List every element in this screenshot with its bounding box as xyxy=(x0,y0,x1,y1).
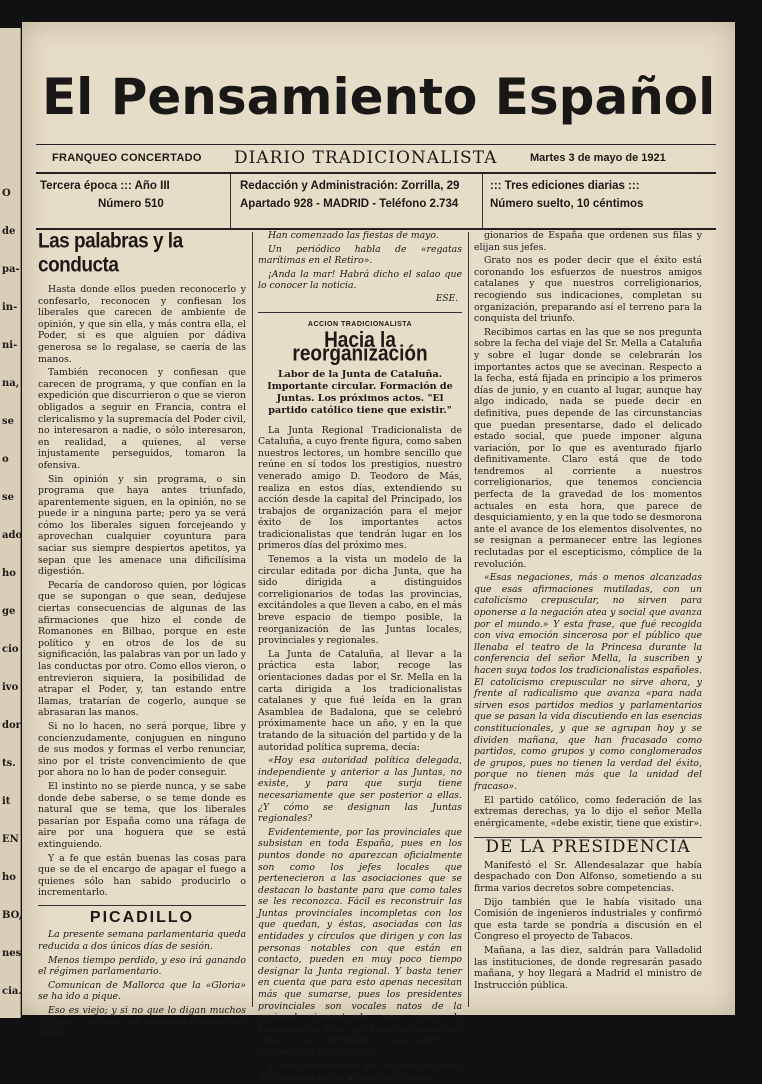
paragraph: También reconocen y confiesan que carecen de programa, y que confían en la expedición que discurrieron o que se vieron obligados a seguir en Francia, contra el clericalismo y la supremacía del Poder civil, no interesaron a nadie, o sólo interesaron, en realidad, a quienes, al verse injustamente perseguidos, tomaron la ofensiva. xyxy=(38,367,246,471)
strip-fragment: na, xyxy=(2,378,20,389)
strip-fragment: nes xyxy=(2,948,22,959)
picadillo-item: La presente semana parlamentaria queda reducida a dos únicos días de sesión. xyxy=(38,929,246,953)
column-3 xyxy=(474,230,702,1015)
paragraph: Dijo también que le había visitado una Comisión de ingenieros industriales y confirmó que esta tarde se pondría a discusión en el Congreso el proyecto de Tabacos. xyxy=(474,896,702,943)
paragraph: Y a fe que están buenas las cosas para que se de el encargo de apagar el fuego a quienes sólo han sabido producirlo o incrementarlo. xyxy=(38,852,246,899)
masthead-title: El Pensamiento Español xyxy=(42,68,716,126)
adjacent-page-strip xyxy=(0,28,21,1018)
paragraph: Evidentemente, por las provinciales que subsistan en toda España, pues en los puntos donde no aparezcan oficialmente son como los jefes locales que pertenecieron a las asociaciones que se destacan lo bastante para que como tales se les reconozca. Fácil es reconstruir las Juntas provinciales incompletas con los que quedan, y éstas, asociadas con las entidades y círculos que dirigen y con las personas notables con que están en contacto, pueden en muy poco tiempo designar la Junta regional. Y basta tener en cuenta que para esto apenas necesitan más que sumarse, pues los presidentes provinciales son vocales natos de la regional, importando poco para la existencia de ésta que haya un presidente único o un Directorio o que ejerza la autoridad el más antiguo.» xyxy=(258,826,462,1058)
paragraph: Manifestó el Sr. Allendesalazar que había despachado con Don Alfonso, sometiendo a su firma varios decretos sobre competencias. xyxy=(474,859,702,895)
paragraph: Pecaría de candoroso quien, por lógicas que se supongan o que sean, dedujese ciertas consecuencias de algunas de las afirmaciones que hizo el conde de Romanones en Bilbao, porque en este político y en otros de los de su significación, las palabras van por un lado y las conductas por otro. Como ellos vieron, o entrevieron siquiera, la posibilidad de atrapar el Poder, y, tan estando entre llamas, tratarían de cogerlo, aunque se abrasaran las manos. xyxy=(38,579,246,719)
strip-fragment: EN xyxy=(2,834,19,845)
strip-fragment: ho xyxy=(2,568,16,579)
paragraph: Si no lo hacen, no será porque, libre y concienzudamente, conjuguen en ninguno de sus modos y formas el verbo renunciar, sino por el triste convencimiento de que por ahora no lo han de poder conseguir. xyxy=(38,720,246,779)
paragraph: El instinto no se pierde nunca, y se sabe donde debe saberse, o se teme donde es natural que se tema, que los liberales pasarían por España como una ráfaga de aire por una hoguera que se está extinguiendo. xyxy=(38,780,246,850)
apartado-label: Apartado 928 - MADRID - Teléfono 2.734 xyxy=(240,198,459,210)
verse-line: Un periódico habla de «regatas marítimas en el Retiro». xyxy=(258,243,462,267)
info-center xyxy=(240,177,459,223)
strip-fragment: se xyxy=(2,492,14,503)
picadillo-body xyxy=(38,929,246,1039)
paragraph: gionarios de España que ordenen sus filas y elijan sus jefes. xyxy=(474,230,702,253)
numero-label: Número 510 xyxy=(98,198,164,210)
section-rule xyxy=(38,905,246,906)
column-rule xyxy=(252,232,253,1007)
strip-fragment: ado xyxy=(2,530,23,541)
issue-date: Martes 3 de mayo de 1921 xyxy=(530,152,666,164)
column-2 xyxy=(258,230,462,1084)
strip-fragment: ts. xyxy=(2,758,16,769)
article-body xyxy=(258,425,462,1084)
picadillo-item: Eso es viejo; y si no que lo digan muchos artistas y autores que duermen el sueño del olvido. xyxy=(38,1005,246,1040)
newspaper-page xyxy=(22,22,735,1084)
paragraph: El partido católico, como federación de las extremas derechas, ya lo dijo el señor Mella enérgicamente, «debe existir, tiene que existir». xyxy=(474,794,702,829)
verse-line: Han comenzado las fiestas de mayo. xyxy=(268,230,439,241)
column-rule xyxy=(468,232,469,1007)
strip-fragment: it xyxy=(2,796,11,807)
strip-fragment: pa- xyxy=(2,264,20,275)
presidencia-title: DE LA PRESIDENCIA xyxy=(474,837,702,854)
strip-fragment: ho xyxy=(2,872,16,883)
redaccion-label: Redacción y Administración: Zorrilla, 29 xyxy=(240,180,460,192)
paragraph: Tenemos a la vista un modelo de la circular editada por dicha Junta, que ha sido dirigida a distinguidos correligionarios de todas las provincias, excitándoles a que lleven a cabo, en el más breve espacio de tiempo posible, la reorganización de las Juntas locales, provinciales y regionales. xyxy=(258,554,462,647)
strip-fragment: BO, xyxy=(2,910,23,921)
strip-fragment: ivo xyxy=(2,682,19,693)
suelto-label: Número suelto, 10 céntimos xyxy=(490,198,644,210)
paragraph: Recibimos cartas en las que se nos pregunta sobre la fecha del viaje del Sr. Mella a Cataluña y sobre el lugar donde se celebrarán los importantes actos que se avecinan. Respecto a la fecha, está fijada en principio a los primeros días de junio, y en cuanto al lugar, aunque hay algo indicado, nada se puede decir en definitiva, pues depende de las circunstancias que puedan presentarse, dado el delicado estado social, que puede imponer alguna variación, por lo que es aventurado fijarlo definitivamente. Claro está que de todo tendremos al corriente a nuestros correligionarios, que tenemos conciencia perfecta de la gravedad de los momentos actuales en esta hora, que parece de desquiciamiento, y en la que todo se desmorona ante el avance de los elementos disolventes, no se resignan a permanecer entre las legiones reclutadas por el escepticismo, cómplice de la revolución. xyxy=(474,326,702,570)
article-deck: Labor de la Junta de Cataluña. Importante circular. Formación de Juntas. Los próximos actos. "El partido católico tiene que existir." xyxy=(267,369,453,416)
info-separator xyxy=(482,174,483,230)
picadillo-item: Menos tiempo perdido, y eso irá ganando el régimen parlamentario. xyxy=(38,954,246,978)
strip-fragment: se xyxy=(2,416,14,427)
verse-line: ¡Anda la mar! Habrá dicho el salao que lo conocer la noticia. xyxy=(258,268,462,292)
epoca-label: Tercera época ::: Año III xyxy=(40,180,170,192)
info-left xyxy=(40,177,170,223)
kicker-label: ACCION TRADICIONALISTA xyxy=(307,320,413,328)
article-body xyxy=(38,284,246,899)
ediciones-label: ::: Tres ediciones diarias ::: xyxy=(490,180,640,192)
strip-fragment: cio xyxy=(2,644,19,655)
strip-fragment: ge xyxy=(2,606,16,617)
franqueo-label: FRANQUEO CONCERTADO xyxy=(52,152,202,164)
info-separator xyxy=(230,174,231,230)
column-1 xyxy=(38,229,246,1040)
article-body xyxy=(474,230,702,829)
masthead-rule xyxy=(36,144,716,145)
strip-fragment: dor xyxy=(2,720,21,731)
picadillo-title: PICADILLO xyxy=(89,908,195,926)
picadillo-item: Comunican de Mallorca que la «Gloria» se ha ido a pique. xyxy=(38,979,246,1003)
verse-block xyxy=(258,230,462,292)
info-right xyxy=(490,177,643,223)
paragraph: Y comprendiéndolo así, la Junta regional de Cataluña invita a todos los correli- xyxy=(258,1060,462,1084)
paragraph: La Junta Regional Tradicionalista de Cataluña, a cuyo frente figura, como saben nuestros lectores, un hombre sencillo que reúne en sí todos los prestigios, nuestro venerado amigo D. Teodoro de Más, realiza en estos días, extendiendo su acción desde la capital del Principado, los trabajos de organización para el mejor éxito de los importantes actos tradicionalistas que tendrán lugar en los primeros días del próximo mes. xyxy=(258,424,462,552)
section-rule xyxy=(258,312,462,313)
strip-fragment: o xyxy=(2,454,9,465)
paragraph: «Esas negaciones, más o menos alcanzadas que esas afirmaciones mutiladas, con un catolicismo crepuscular, no sirven para oponerse a la negación atea y social que avanza por el mundo.» Y esta frase, que fué recogida con viva emoción sincerosa por el público que llenaba el teatro de la Princesa durante la conferencia del señor Mella, la suscriben y hacen suya todos los tradicionalistas españoles. El catolicismo crepuscular no sirve ahora, y frente al radicalismo que avanza «para nada sirven esos partidos medios y parlamentarios que se pasan la vida discutiendo en las esencias constitucionales, y que se agrupan hoy y se dividen mañana, que han fracasado como partidos, como grupos y como conglomerados de grupos, pues no tienen la verdad del éxito, porque no tienen más que la unidad del fracaso». xyxy=(474,572,702,792)
strip-fragment: de xyxy=(2,226,16,237)
paragraph: Sin opinión y sin programa, o sin programa que haya antes triunfado, aparentemente siguen, en la opinión, no se puede ir a ninguna parte; pero ya se verá cómo los liberales siguen forcejeando y aprovechan cualquier coyuntura para saciar sus siempre despiertos apetitos, ya sepan que les amenace una dificilísima digestión. xyxy=(38,473,246,578)
info-top-rule xyxy=(36,172,716,174)
strip-fragment: ni- xyxy=(2,340,18,351)
article-headline: Hacia la reorganización xyxy=(292,328,428,367)
paragraph: Hasta donde ellos pueden reconocerlo y confesarlo, reconocen y confiesan los liberales que carecen de ambiente de opinión, y que sin ella, y más contra ella, el Poder, si es que alguien por dádiva generosa se lo regalase, se caería de las manos. xyxy=(38,284,246,365)
paragraph: «Hoy esa autoridad política delegada, independiente y anterior a las Juntas, no existe, y para que surja tiene necesariamente que ser posterior a ellas. ¿Y cómo se designan las Juntas regionales? xyxy=(258,755,462,825)
newspaper-subtitle: DIARIO TRADICIONALISTA xyxy=(234,148,498,168)
strip-fragment: O xyxy=(2,188,11,199)
paragraph: Grato nos es poder decir que el éxito está coronando los esfuerzos de nuestros amigos catalanes y que nuestros correligionarios, recogiendo sus indicaciones, completan su organización, preparando así el terreno para la conquista del triunfo. xyxy=(474,255,702,325)
presidencia-body xyxy=(474,860,702,992)
paragraph: Mañana, a las diez, saldrán para Valladolid las instituciones, de donde regresarán pasado mañana, y hoy llegará a Madrid el ministro de Instrucción pública. xyxy=(474,945,702,991)
strip-fragment: in- xyxy=(2,302,18,313)
article-headline: Las palabras y la conducta xyxy=(38,229,183,278)
strip-fragment: cia. xyxy=(2,986,22,997)
verse-signature: ESE. xyxy=(435,293,458,304)
paragraph: La Junta de Cataluña, al llevar a la práctica esta labor, recoge las orientaciones dadas por el Sr. Mella en la carta dirigida a los tradicionalistas catalanes y que fué leída en la gran Asamblea de Badalona, que se celebró próximamente hace un año, y en la que tratando de la situación del partido y de la autoridad política suprema, decía: xyxy=(258,648,462,753)
